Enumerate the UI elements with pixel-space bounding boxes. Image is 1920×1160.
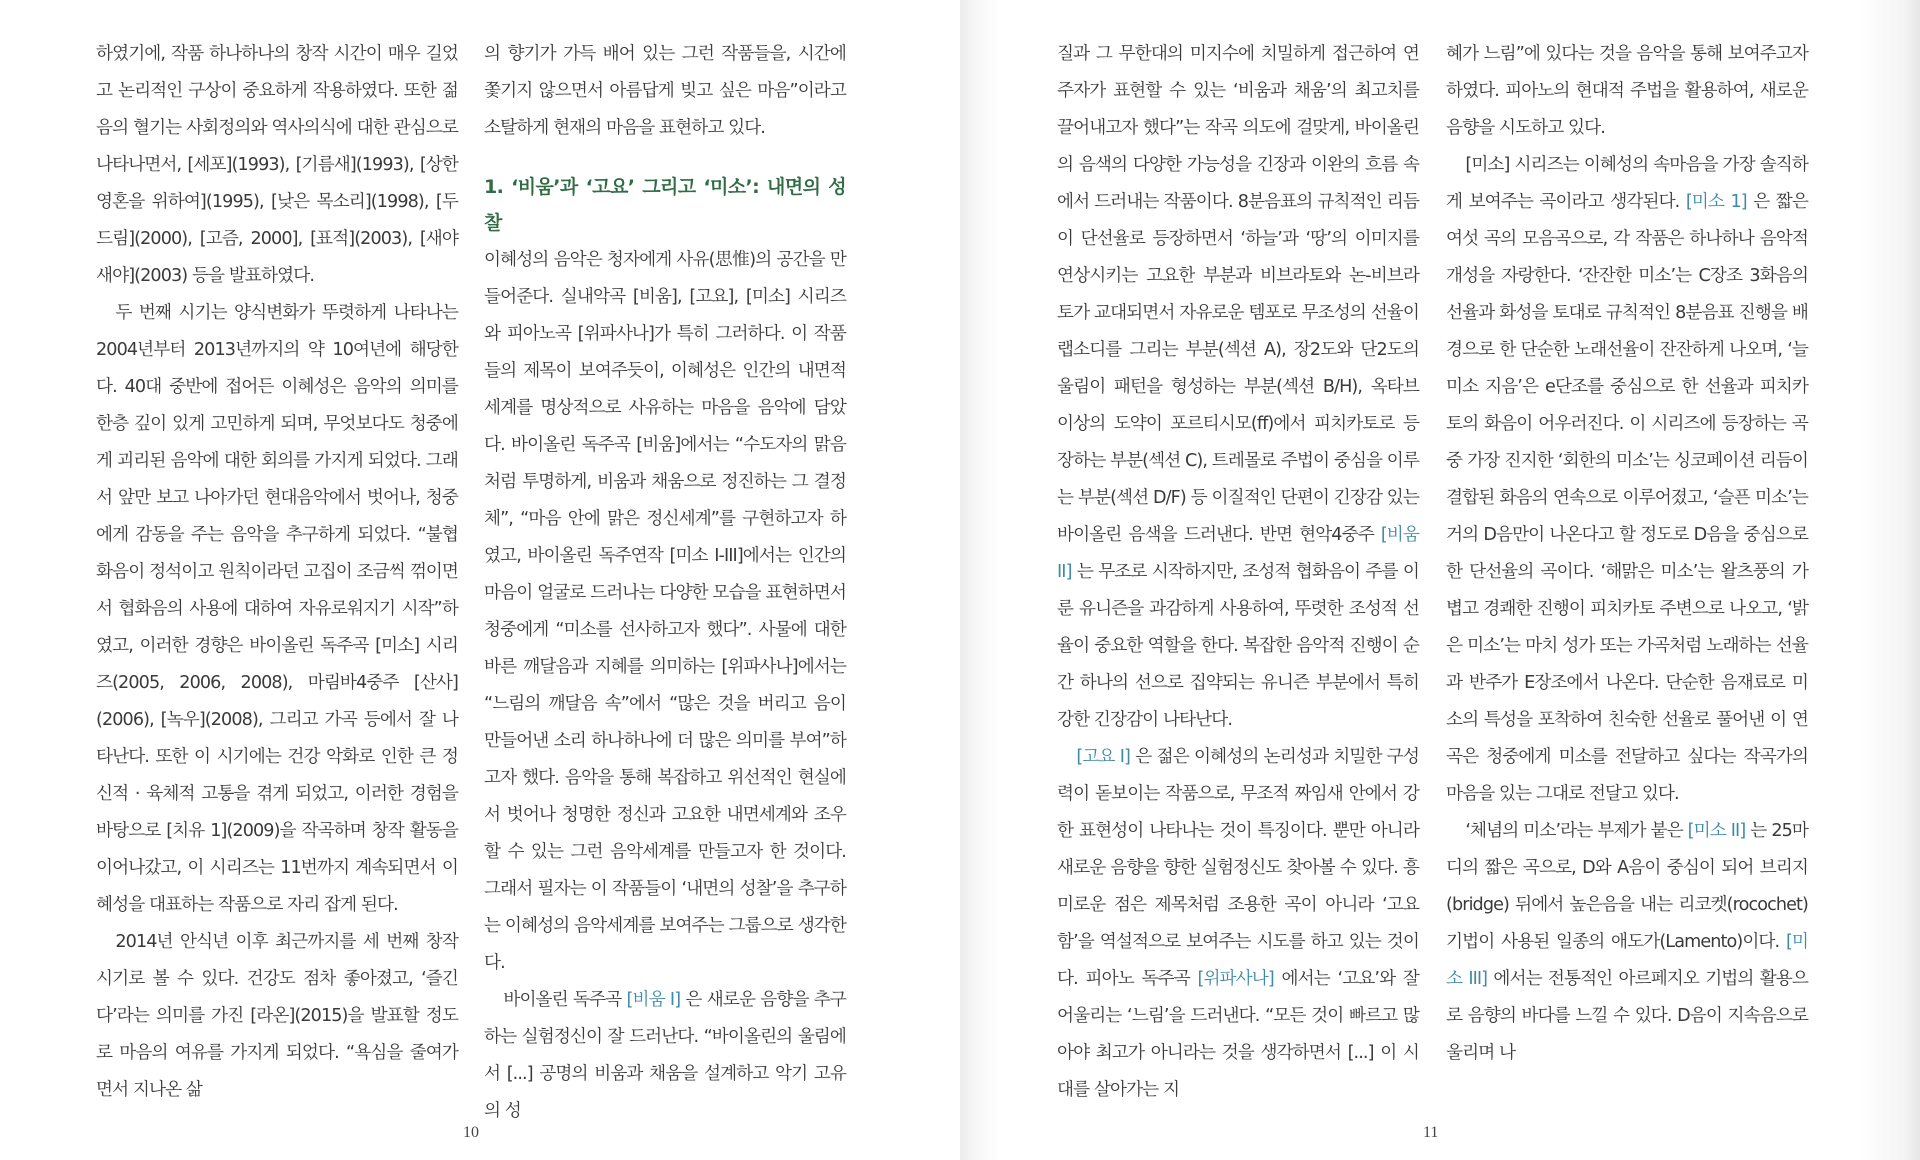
work-title-highlight: [미소 II]: [1687, 821, 1746, 841]
paragraph: [1446, 813, 1808, 1072]
paragraph: [1446, 147, 1808, 813]
work-title-highlight: [비움 II]: [1057, 525, 1419, 582]
section-heading: 1. ‘비움’과 ‘고요’ 그리고 ‘미소’: 내면의 성찰: [484, 176, 846, 234]
paragraph: 의 향기가 가득 배어 있는 그런 작품들을, 시간에 쫓기지 않으면서 아름답게 빚고 싶은 마음”이라고 소탈하게 현재의 마음을 표현하고 있다.: [484, 44, 846, 138]
text-segment: 질과 그 무한대의 미지수에 치밀하게 접근하여 연주자가 표현할 수 있는 ‘비움과 채움’의 최고치를 끌어내고자 했다”는 작곡 의도에 걸맞게, 바이올린의 음색의 다양한 가능성을 긴장과 이완의 흐름 속에서 드러내는 작품이다. 8분음표의 규칙적인 리듬이 단선율로 등장하면서 ‘하늘’과 ‘땅’의 이미지를 연상시키는 고요한 부분과 비브라토와 논-비브라토가 교대되면서 자유로운 템포로 무조성의 선율이 랩소디를 그리는 부분(섹션 A), 장2도와 단2도의 울림이 패턴을 형성하는 부분(섹션 B/H), 옥타브 이상의 도약이 포르티시모(ff)에서 피치카토로 등장하는 부분(섹션 C), 트레몰로 주법이 중심을 이루는 부분(섹션 D/F) 등 이질적인 단편이 긴장감 있는 바이올린 음색을 드러낸다. 반면 현악4중주: [1057, 44, 1419, 545]
text-segment: 바이올린 독주곡: [503, 990, 627, 1010]
page-number-left: 10: [463, 1124, 479, 1141]
work-title-highlight: [위파사나]: [1197, 969, 1274, 989]
text-segment: [미소] 시리즈는 이혜성의 속마음을 가장 솔직하게 보여주는 곡이라고 생각된다.: [1446, 155, 1808, 212]
text-segment: 는 25마디의 짧은 곡으로, D와 A음이 중심이 되어 브리지(bridge) 뒤에서 높은음을 내는 리코켓(rocochet) 기법이 사용된 일종의 애도가(Lamento)이다.: [1446, 821, 1808, 952]
text-segment: 은 짧은 여섯 곡의 모음곡으로, 각 작품은 하나하나 음악적 개성을 자랑한다. ‘잔잔한 미소’는 C장조 3화음의 선율과 화성을 토대로 규칙적인 8분음표 진행을 배경으로 한 단순한 노래선율이 잔잔하게 나오며, ‘늘 미소 지음’은 e단조를 중심으로 한 선율과 피치카토의 화음이 어우러진다. 이 시리즈에 등장하는 곡 중 가장 진지한 ‘회한의 미소’는 싱코페이션 리듬이 결합된 화음의 연속으로 이루어졌고, ‘슬픈 미소’는 거의 D음만이 나온다고 할 정도로 D음을 중심으로 한 단선율의 곡이다. ‘해맑은 미소’는 왈츠풍의 가볍고 경쾌한 진행이 피치카토 주변으로 나오고, ‘밝은 미소’는 마치 성가 또는 가곡처럼 노래하는 선율과 반주가 E장조에서 나온다. 단순한 음재료로 미소의 특성을 포착하여 친숙한 선율로 풀어낸 이 연곡은 청중에게 미소를 전달하고 싶다는 작곡가의 마음을 있는 그대로 전달고 있다.: [1446, 192, 1808, 804]
left-column-1: [96, 36, 458, 1109]
paragraph: [1057, 739, 1419, 1109]
text-segment: 에서는 전통적인 아르페지오 기법의 활용으로 음향의 바다를 느낄 수 있다. D음이 지속음으로 울리며 나: [1446, 969, 1808, 1063]
paragraph: 하였기에, 작품 하나하나의 창작 시간이 매우 길었고 논리적인 구상이 중요하게 작용하였다. 또한 젊음의 혈기는 사회정의와 역사의식에 대한 관심으로 나타나면서, [세포](1993), [기름새](1993), [상한영혼을 위하여](1995), [낮은 목소리](1998), [두드림](2000), [고즘, 2000], [표적](2003), [새야새야](2003) 등을 발표하였다.: [96, 44, 458, 286]
paragraph: [484, 982, 846, 1130]
page-number-right: 11: [1423, 1124, 1439, 1141]
paragraph: [1057, 36, 1419, 739]
work-title-highlight: [고요 I]: [1076, 747, 1131, 767]
work-title-highlight: [미소 III]: [1446, 932, 1808, 989]
text-segment: 은 새로운 음향을 추구하는 실험정신이 잘 드러난다. “바이올린의 울림에서 [...] 공명의 비움과 채움을 설계하고 악기 고유의 성: [484, 990, 846, 1121]
paragraph: 이혜성의 음악은 청자에게 사유(思惟)의 공간을 만들어준다. 실내악곡 [비움], [고요], [미소] 시리즈와 피아노곡 [위파사나]가 특히 그러하다. 이 작품들의 제목이 보여주듯이, 이혜성은 인간의 내면적 세계를 명상적으로 사유하는 마음을 음악에 담았다. 바이올린 독주곡 [비움]에서는 “수도자의 맑음처럼 투명하게, 비움과 채움으로 정진하는 그 결정체”, “마음 안에 맑은 정신세계”를 구현하고자 하였고, 바이올린 독주연작 [미소 I-III]에서는 인간의 마음이 얼굴로 드러나는 다양한 모습을 표현하면서 청중에게 “미소를 선사하고자 했다”. 사물에 대한 바른 깨달음과 지혜를 의미하는 [위파사나]에서는 “느림의 깨달음 속”에서 “많은 것을 버리고 음이 만들어낸 소리 하나하나에 더 많은 의미를 부여”하고자 했다. 음악을 통해 복잡하고 위선적인 현실에서 벗어나 청명한 정신과 고요한 내면세계와 조우할 수 있는 그런 음악세계를 만들고자 한 것이다. 그래서 필자는 이 작품들이 ‘내면의 성찰’을 추구하는 이혜성의 음악세계를 보여주는 그룹으로 생각한다.: [484, 250, 846, 973]
right-column-1: [1057, 36, 1419, 1109]
paragraph: 2014년 안식년 이후 최근까지를 세 번째 창작시기로 볼 수 있다. 건강도 점차 좋아졌고, ‘즐긴다’라는 의미를 가진 [라온](2015)을 발표할 정도로 마음의 여유를 가지게 되었다. “욕심을 줄여가면서 지나온 삶: [96, 932, 458, 1100]
work-title-highlight: [비움 I]: [626, 990, 681, 1010]
text-segment: 은 젊은 이혜성의 논리성과 치밀한 구성력이 돋보이는 작품으로, 무조적 짜임새 안에서 강한 표현성이 나타나는 것이 특징이다. 뿐만 아니라 새로운 음향을 향한 실험정신도 찾아볼 수 있다. 흥미로운 점은 제목처럼 조용한 곡이 아니라 ‘고요함’을 역설적으로 보여주는 시도를 하고 있는 것이다. 피아노 독주곡: [1057, 747, 1419, 989]
paragraph: 두 번째 시기는 양식변화가 뚜렷하게 나타나는 2004년부터 2013년까지의 약 10여년에 해당한다. 40대 중반에 접어든 이혜성은 음악의 의미를 한층 깊이 있게 고민하게 되며, 무엇보다도 청중에게 괴리된 음악에 대한 회의를 가지게 되었다. 그래서 앞만 보고 나아가던 현대음악에서 벗어나, 청중에게 감동을 주는 음악을 추구하게 되었다. “불협화음이 정석이고 원칙이라던 고집이 조금씩 꺾이면서 협화음의 사용에 대하여 자유로워지기 시작”하였고, 이러한 경향은 바이올린 독주곡 [미소] 시리즈(2005, 2006, 2008), 마림바4중주 [산사](2006), [녹우](2008), 그리고 가곡 등에서 잘 나타난다. 또한 이 시기에는 건강 악화로 인한 큰 정신적 · 육체적 고통을 겪게 되었고, 이러한 경험을 바탕으로 [치유 1](2009)을 작곡하며 창작 활동을 이어나갔고, 이 시리즈는 11번까지 계속되면서 이혜성을 대표하는 작품으로 자리 잡게 된다.: [96, 303, 458, 915]
text-segment: ‘체념의 미소’라는 부제가 붙은: [1465, 821, 1688, 841]
text-segment: 에서는 ‘고요’와 잘 어울리는 ‘느림’을 드러낸다. “모든 것이 빠르고 많아야 최고가 아니라는 것을 생각하면서 [...] 이 시대를 살아가는 지: [1057, 969, 1419, 1100]
paragraph: 혜가 느림”에 있다는 것을 음악을 통해 보여주고자 하였다. 피아노의 현대적 주법을 활용하여, 새로운 음향을 시도하고 있다.: [1446, 44, 1808, 138]
work-title-highlight: [미소 1]: [1685, 192, 1747, 212]
text-segment: 는 무조로 시작하지만, 조성적 협화음이 주를 이룬 유니즌을 과감하게 사용하여, 뚜렷한 조성적 선율이 중요한 역할을 한다. 복잡한 음악적 진행이 순간 하나의 선으로 집약되는 유니즌 부분에서 특히 강한 긴장감이 나타난다.: [1057, 562, 1419, 730]
left-column-2: [484, 36, 846, 1130]
right-column-2: [1446, 36, 1808, 1072]
